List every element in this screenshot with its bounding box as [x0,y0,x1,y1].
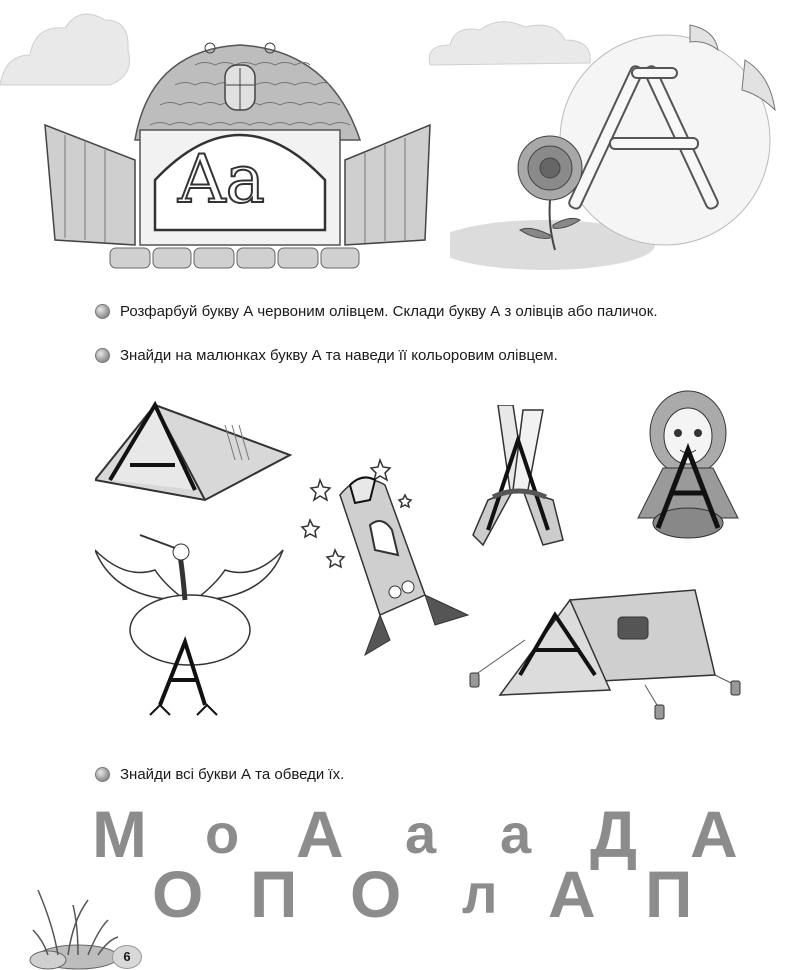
bullet-icon [95,348,110,363]
letter[interactable]: А [548,857,596,931]
letter[interactable]: О [152,857,204,931]
task-3 [95,766,344,783]
task-2-text: Знайди на малюнках букву А та наведи її кольоровим олівцем. [120,347,558,364]
task-1-text: Розфарбуй букву А червоним олівцем. Склади букву А з олівців або паличок. [120,303,658,320]
tent-large-illustration [465,585,745,720]
letter[interactable]: а [500,802,532,865]
letter[interactable]: М [92,797,147,871]
window-letters: Aa [178,141,266,218]
tent-small-illustration [95,400,295,505]
letter[interactable]: А [690,797,738,871]
doll-illustration [628,388,748,548]
stork-illustration [95,530,285,725]
letter[interactable]: Д [590,797,638,871]
page-number: 6 [112,945,142,969]
letter[interactable]: о [205,802,240,865]
rolled-paper-illustration [468,405,568,550]
task-1 [95,303,658,320]
bullet-icon [95,767,110,782]
task-3-text: Знайди всі букви А та обведи їх. [120,766,345,783]
letter[interactable]: а [405,802,437,865]
task-2 [95,347,558,364]
rocket-illustration [300,455,475,660]
stick-letter-a-illustration [450,20,790,275]
letter[interactable]: А [296,797,344,871]
letter[interactable]: л [462,862,498,925]
letter[interactable]: П [250,857,298,931]
letter[interactable]: П [645,857,693,931]
letter[interactable]: О [350,857,402,931]
bullet-icon [95,304,110,319]
